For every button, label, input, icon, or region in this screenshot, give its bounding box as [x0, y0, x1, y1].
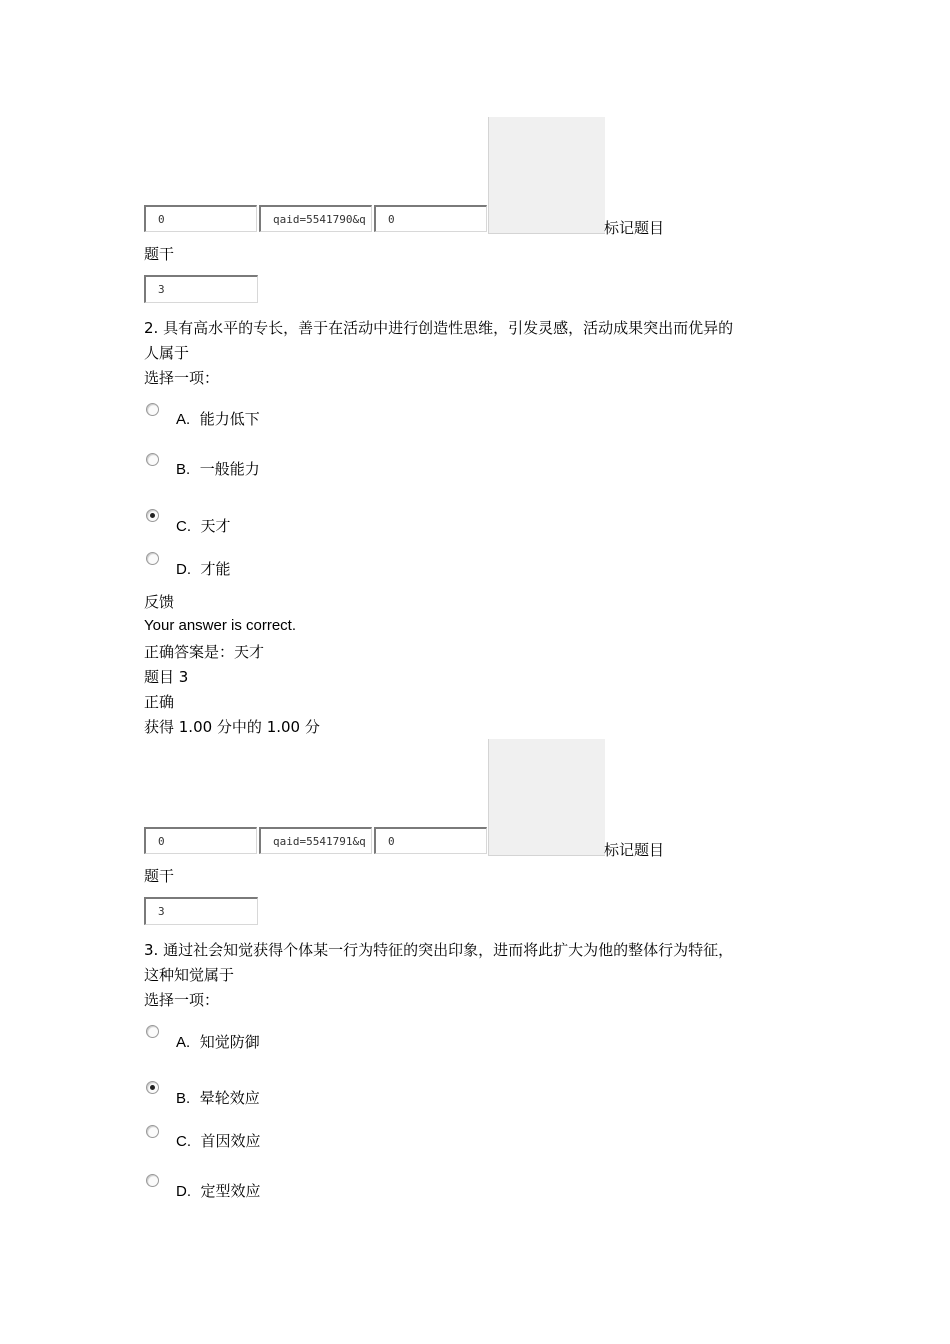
q2-option-b-radio[interactable]: [146, 453, 159, 466]
q3-option-c-radio[interactable]: [146, 1125, 159, 1138]
question-2-text-line1: 2. 具有高水平的专长，善于在活动中进行创造性思维，引发灵感，活动成果突出而优异的: [144, 319, 734, 337]
hidden-field-qaid[interactable]: qaid=5541790&q: [259, 205, 372, 232]
flag-image-placeholder: [488, 739, 605, 856]
question-3-score: 获得 1.00 分中的 1.00 分: [144, 718, 320, 736]
option-letter: B.: [176, 1090, 191, 1107]
option-letter: C.: [176, 1133, 191, 1150]
option-letter: B.: [176, 461, 191, 478]
flag-question-link[interactable]: 标记题目: [604, 219, 665, 237]
stem-value-field[interactable]: 3: [144, 897, 258, 925]
flag-image-placeholder: [488, 117, 605, 234]
q2-option-c[interactable]: [176, 515, 231, 536]
question-2-text-line2: 人属于: [144, 344, 190, 362]
feedback-label: 反馈: [144, 593, 175, 611]
stem-value-field[interactable]: 3: [144, 275, 258, 303]
option-letter: D.: [176, 561, 191, 578]
option-letter: A.: [176, 411, 191, 428]
q3-option-a-radio[interactable]: [146, 1025, 159, 1038]
option-letter: A.: [176, 1034, 191, 1051]
q2-option-a[interactable]: [176, 408, 260, 429]
option-text: 首因效应: [200, 1132, 261, 1150]
option-letter: D.: [176, 1183, 191, 1200]
stem-label: 题干: [144, 245, 175, 263]
correct-answer-text: 正确答案是：天才: [144, 643, 265, 661]
option-text: 知觉防御: [199, 1033, 260, 1051]
q2-option-b[interactable]: [176, 458, 260, 479]
q2-option-a-radio[interactable]: [146, 403, 159, 416]
option-text: 能力低下: [199, 410, 260, 428]
hidden-field-qaid[interactable]: qaid=5541791&q: [259, 827, 372, 854]
option-text: 天才: [200, 517, 231, 535]
question-3-title: 题目 3: [144, 668, 189, 686]
q3-option-d[interactable]: [176, 1180, 261, 1201]
option-text: 定型效应: [200, 1182, 261, 1200]
question-3-prompt: 选择一项：: [144, 991, 220, 1009]
question-3-text-line1: 3. 通过社会知觉获得个体某一行为特征的突出印象，进而将此扩大为他的整体行为特征，: [144, 941, 734, 959]
question-2-prompt: 选择一项：: [144, 369, 220, 387]
question-3-status: 正确: [144, 693, 175, 711]
stem-label: 题干: [144, 867, 175, 885]
hidden-field-state[interactable]: 0: [374, 205, 487, 232]
hidden-field-sequence[interactable]: 0: [144, 827, 257, 854]
feedback-text: Your answer is correct.: [144, 617, 297, 634]
q3-option-b[interactable]: [176, 1087, 260, 1108]
q3-option-c[interactable]: [176, 1130, 261, 1151]
question-3-text-line2: 这种知觉属于: [144, 966, 235, 984]
q2-option-d[interactable]: [176, 558, 231, 579]
q3-option-d-radio[interactable]: [146, 1174, 159, 1187]
q3-option-b-radio[interactable]: [146, 1081, 159, 1094]
option-text: 晕轮效应: [199, 1089, 260, 1107]
q3-option-a[interactable]: [176, 1031, 260, 1052]
option-text: 才能: [200, 560, 231, 578]
hidden-field-state[interactable]: 0: [374, 827, 487, 854]
option-text: 一般能力: [199, 460, 260, 478]
q2-option-d-radio[interactable]: [146, 552, 159, 565]
hidden-field-sequence[interactable]: 0: [144, 205, 257, 232]
q2-option-c-radio[interactable]: [146, 509, 159, 522]
flag-question-link[interactable]: 标记题目: [604, 841, 665, 859]
option-letter: C.: [176, 518, 191, 535]
